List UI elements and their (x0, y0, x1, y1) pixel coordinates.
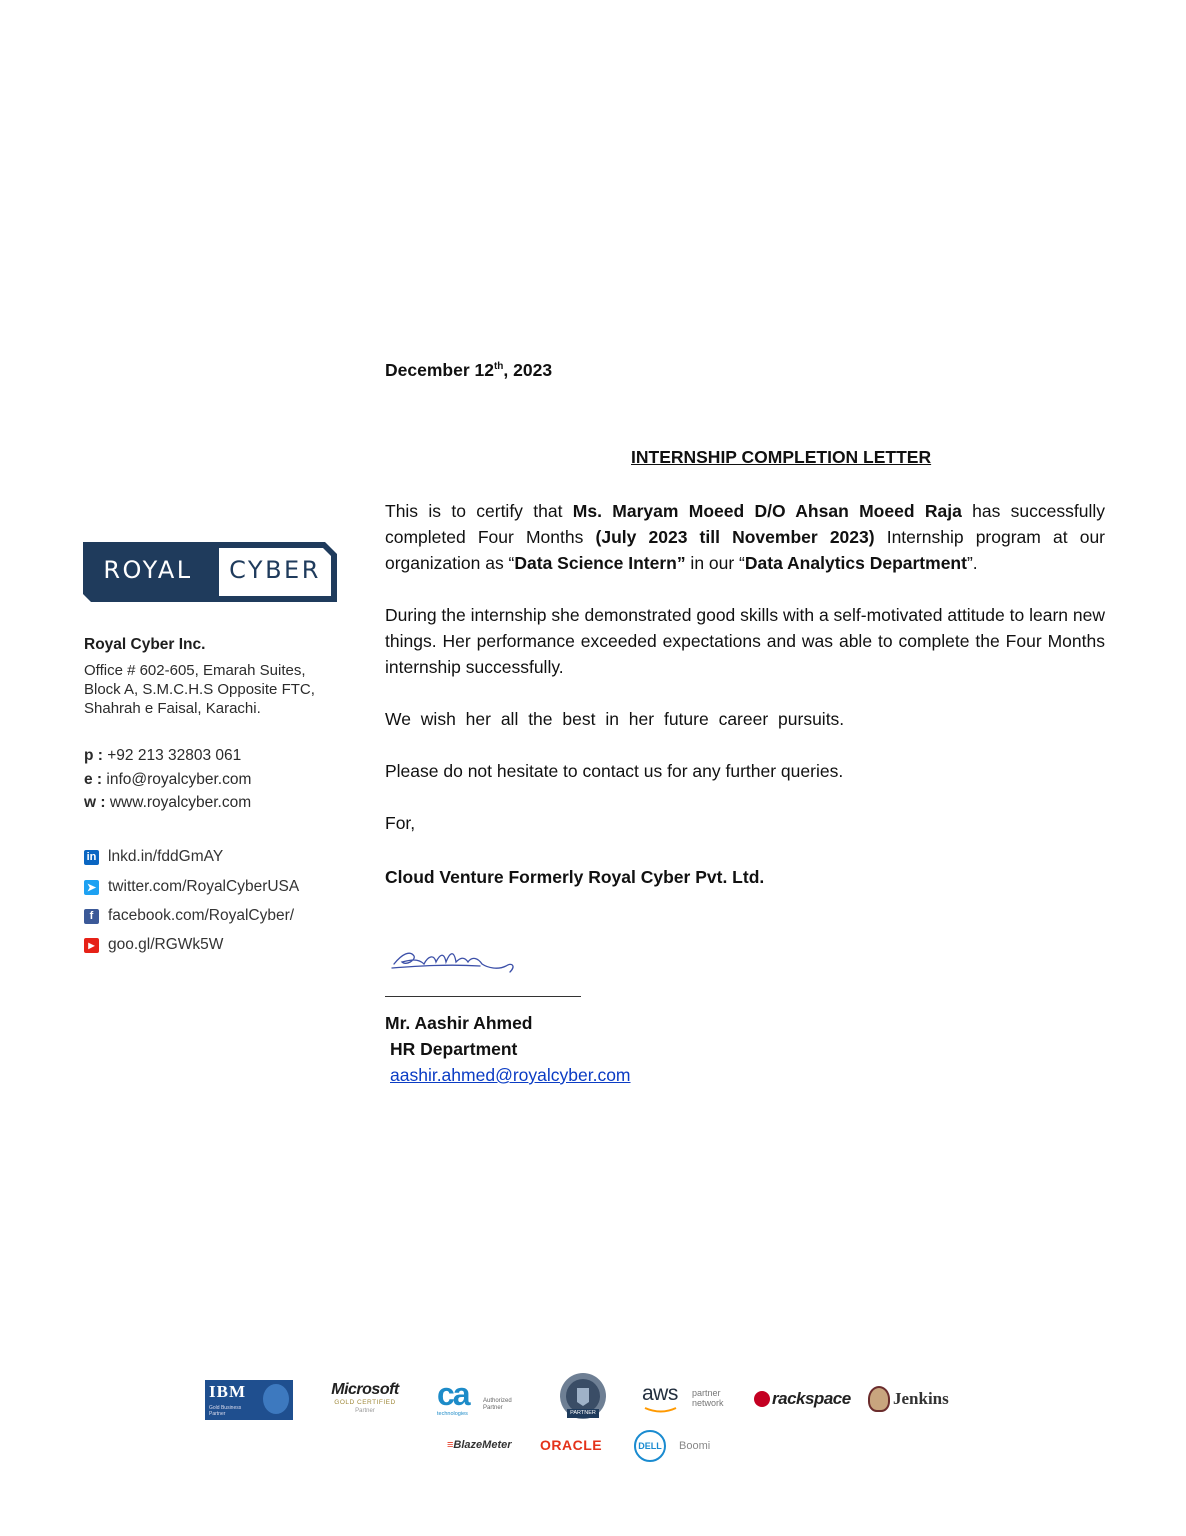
boomi-logo: Boomi (679, 1440, 711, 1452)
social-facebook[interactable]: f facebook.com/RoyalCyber/ (84, 907, 294, 925)
social-linkedin[interactable]: in lnkd.in/fddGmAY (84, 848, 223, 866)
contact-website[interactable]: w : www.royalcyber.com (84, 794, 252, 811)
ca-technologies-logo: ca technologies Authorized Partner (437, 1376, 512, 1417)
dell-logo: DELL (634, 1430, 666, 1462)
contact-paragraph: Please do not hesitate to contact us for any further queries. (385, 761, 844, 781)
logo-text-cyber: CYBER (229, 556, 321, 584)
date-suffix: th (493, 361, 504, 372)
facebook-icon: f (84, 909, 99, 924)
wishes-paragraph: We wish her all the best in her future career pursuits. (385, 709, 845, 729)
address-line: Office # 602-605, Emarah Suites, (84, 662, 306, 679)
letter-date: December 12th, 2023 (385, 359, 553, 380)
certify-paragraph: This is to certify that Ms. Maryam Moeed D/O Ahsan Moeed Raja has successfully completed Four Months (July 2023 till November 2023) Internship program at our organization as “Data Science Intern” in our “Data Analytics Department”. (385, 501, 1106, 573)
contact-email[interactable]: e : info@royalcyber.com (84, 770, 252, 788)
signer-name: Mr. Aashir Ahmed (385, 1013, 533, 1033)
aws-smile-icon (644, 1406, 678, 1414)
logo-text-royal: ROYAL (103, 556, 193, 584)
jenkins-logo: Jenkins (868, 1386, 949, 1412)
sidebar-address (84, 661, 315, 718)
letter-title: INTERNSHIP COMPLETION LETTER (631, 447, 932, 467)
address-line: Shahrah e Faisal, Karachi. (84, 700, 261, 717)
linkedin-icon: in (84, 850, 99, 865)
intern-department: Data Analytics Department (744, 553, 967, 573)
contact-phone: p : +92 213 32803 061 (84, 747, 242, 764)
signature-rule (385, 996, 581, 997)
oracle-logo: ORACLE (540, 1437, 603, 1453)
royal-cyber-logo (83, 542, 337, 602)
rackspace-icon (754, 1391, 770, 1407)
blazemeter-logo: ≡BlazeMeter (447, 1439, 512, 1451)
intern-role: Data Science Intern” (514, 553, 686, 573)
signer-email-link[interactable]: aashir.ahmed@royalcyber.com (390, 1065, 631, 1085)
for-label: For, (385, 813, 416, 833)
intern-name: Ms. Maryam Moeed D/O Ahsan Moeed Raja (572, 501, 962, 521)
magic-partner-badge: PARTNER (557, 1372, 609, 1424)
ibm-partner-logo: IBM Gold Business Partner (205, 1380, 293, 1420)
signature-image (388, 942, 528, 982)
social-youtube[interactable]: ▶ goo.gl/RGWk5W (84, 936, 223, 954)
address-line: Block A, S.M.C.H.S Opposite FTC, (84, 681, 315, 698)
company-signature-line: Cloud Venture Formerly Royal Cyber Pvt. Ltd. (385, 867, 765, 887)
sidebar-contacts (84, 744, 251, 815)
aws-partner-logo: aws partner network (642, 1384, 736, 1418)
signer-department: HR Department (390, 1039, 518, 1059)
performance-paragraph: During the internship she demonstrated good skills with a self-motivated attitude to learn new things. Her performance exceeded expectations and was able to complete the Four Months internship successfully. (385, 605, 1105, 677)
twitter-icon: ➤ (84, 880, 99, 895)
youtube-icon: ▶ (84, 938, 99, 953)
jenkins-icon (868, 1386, 890, 1412)
internship-period: (July 2023 till November 2023) (595, 527, 875, 547)
sidebar-company: Royal Cyber Inc. (84, 636, 206, 653)
rackspace-logo: rackspace (754, 1389, 851, 1409)
social-twitter[interactable]: ➤ twitter.com/RoyalCyberUSA (84, 878, 299, 896)
microsoft-partner-logo: Microsoft GOLD CERTIFIED Partner (331, 1381, 399, 1414)
blazemeter-icon: ≡ (447, 1439, 454, 1451)
